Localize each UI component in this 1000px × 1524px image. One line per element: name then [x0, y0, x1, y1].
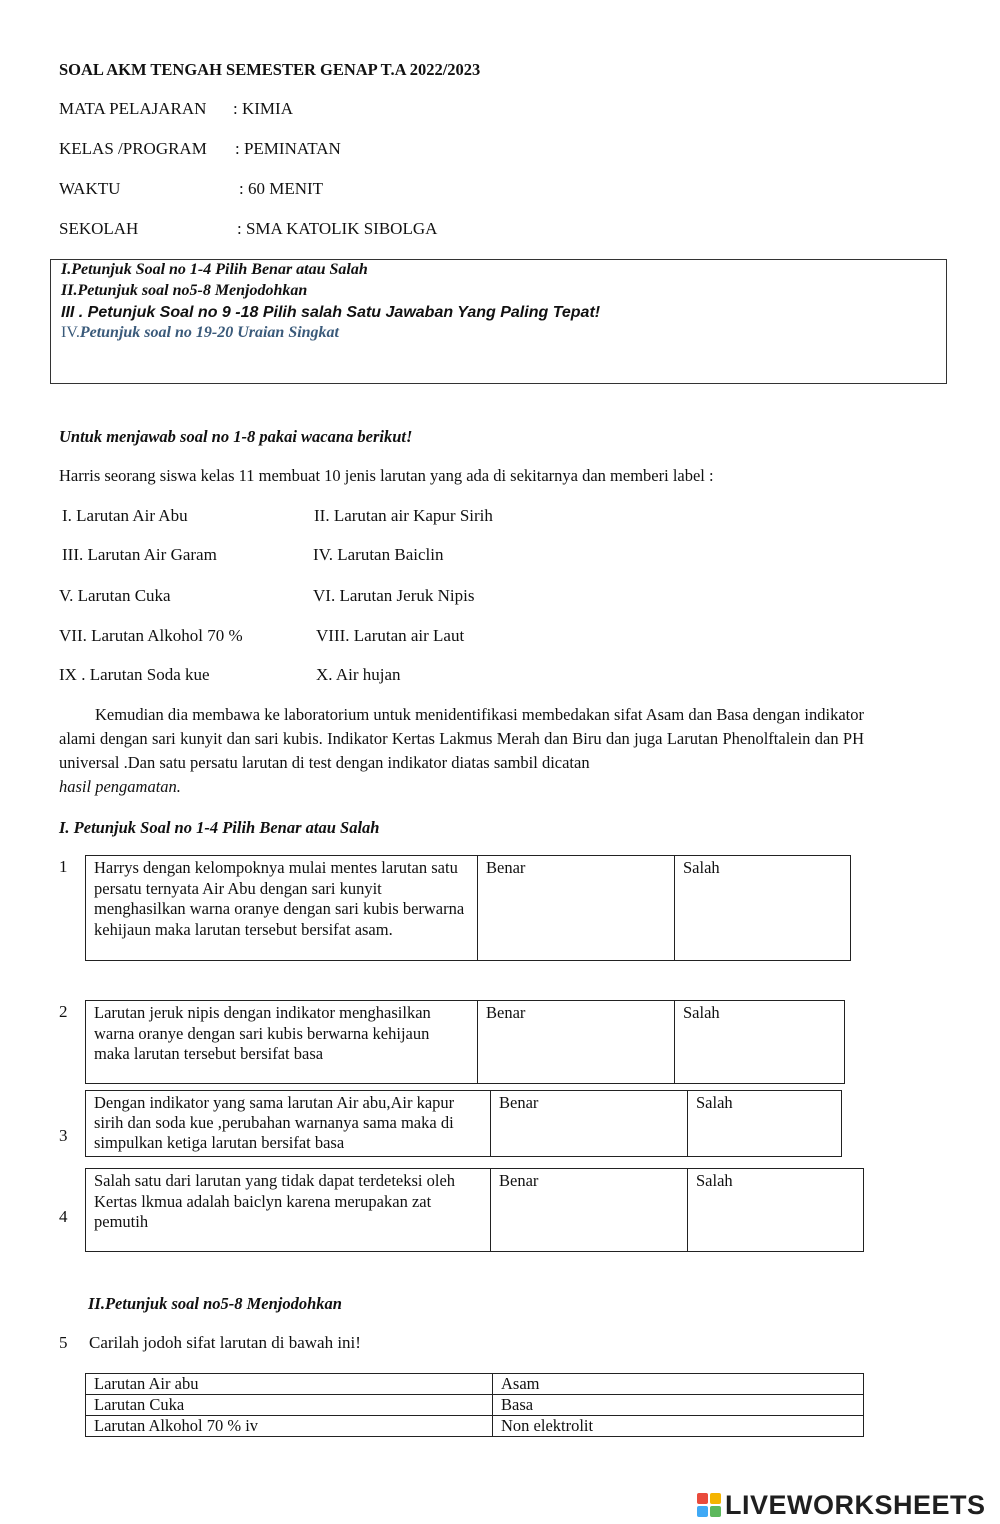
option-salah[interactable]: Salah	[688, 1091, 842, 1157]
header-value-subject: : KIMIA	[233, 99, 293, 118]
label-item: IX . Larutan Soda kue	[59, 665, 210, 684]
question-table-3	[85, 1090, 842, 1157]
label-item: III. Larutan Air Garam	[62, 545, 217, 564]
matching-table	[85, 1373, 864, 1437]
exam-title: SOAL AKM TENGAH SEMESTER GENAP T.A 2022/2023	[59, 60, 481, 79]
matching-left[interactable]: Larutan Cuka	[86, 1395, 493, 1416]
liveworksheets-logo-icon	[697, 1493, 721, 1517]
question-text: Harrys dengan kelompoknya mulai mentes larutan satu persatu ternyata Air Abu dengan sari kunyit menghasilkan warna oranye dengan sari kubis berwarna kehijaun maka larutan tersebut bersifat asam.	[86, 856, 478, 961]
header-value-school: : SMA KATOLIK SIBOLGA	[237, 219, 438, 238]
question-text: Salah satu dari larutan yang tidak dapat terdeteksi oleh Kertas lkmua adalah baiclyn karena merupakan zat pemutih	[86, 1169, 491, 1252]
matching-right[interactable]: Non elektrolit	[493, 1416, 864, 1437]
label-item: II. Larutan air Kapur Sirih	[314, 506, 493, 525]
label-item: VII. Larutan Alkohol 70 %	[59, 626, 243, 645]
passage-paragraph-italic: hasil pengamatan.	[59, 777, 181, 796]
option-benar[interactable]: Benar	[491, 1091, 688, 1157]
instructions-box	[50, 259, 947, 384]
question-5-text: Carilah jodoh sifat larutan di bawah ini!	[89, 1333, 361, 1352]
matching-right[interactable]: Basa	[493, 1395, 864, 1416]
instruction-4	[61, 324, 339, 342]
instruction-4-prefix: IV.	[61, 324, 80, 341]
question-number: 2	[59, 1002, 68, 1021]
label-item: I. Larutan Air Abu	[62, 506, 188, 525]
label-item: IV. Larutan Baiclin	[313, 545, 444, 564]
passage-paragraph	[59, 703, 864, 799]
question-table-4	[85, 1168, 864, 1252]
passage-intro: Harris seorang siswa kelas 11 membuat 10 jenis larutan yang ada di sekitarnya dan memberi label :	[59, 466, 714, 485]
label-item: V. Larutan Cuka	[59, 586, 171, 605]
matching-right[interactable]: Asam	[493, 1374, 864, 1395]
question-number: 4	[59, 1207, 68, 1226]
label-item: VI. Larutan Jeruk Nipis	[313, 586, 475, 605]
header-label-time: WAKTU	[59, 179, 121, 198]
question-number: 1	[59, 857, 68, 876]
option-benar[interactable]: Benar	[478, 856, 675, 961]
instruction-4-text: Petunjuk soal no 19-20 Uraian Singkat	[79, 324, 339, 341]
label-item: VIII. Larutan air Laut	[316, 626, 465, 645]
question-table-2	[85, 1000, 845, 1084]
option-benar[interactable]: Benar	[478, 1001, 675, 1084]
option-salah[interactable]: Salah	[675, 1001, 845, 1084]
matching-row	[86, 1395, 864, 1416]
section1-heading: I. Petunjuk Soal no 1-4 Pilih Benar atau Salah	[59, 818, 380, 837]
header-label-class: KELAS /PROGRAM	[59, 139, 207, 158]
header-label-school: SEKOLAH	[59, 219, 139, 238]
section2-heading: II.Petunjuk soal no5-8 Menjodohkan	[88, 1294, 342, 1313]
question-text: Larutan jeruk nipis dengan indikator menghasilkan warna oranye dengan sari kubis berwarna kehijaun maka larutan tersebut bersifat basa	[86, 1001, 478, 1084]
matching-left[interactable]: Larutan Air abu	[86, 1374, 493, 1395]
option-salah[interactable]: Salah	[688, 1169, 864, 1252]
instruction-3: III . Petunjuk Soal no 9 -18 Pilih salah Satu Jawaban Yang Paling Tepat!	[61, 304, 601, 321]
header-label-subject: MATA PELAJARAN	[59, 99, 207, 118]
question-number: 5	[59, 1333, 68, 1352]
header-value-time: : 60 MENIT	[239, 179, 324, 198]
question-table-1	[85, 855, 851, 961]
option-salah[interactable]: Salah	[675, 856, 851, 961]
label-item: X. Air hujan	[316, 665, 401, 684]
header-value-class: : PEMINATAN	[235, 139, 341, 158]
passage-paragraph-text: Kemudian dia membawa ke laboratorium untuk menidentifikasi membedakan sifat Asam dan Basa dengan indikator alami dengan sari kunyit dan sari kubis. Indikator Kertas Lakmus Merah dan Biru dan juga Larutan Phenolftalein dan PH universal .Dan satu persatu larutan di test dengan indikator diatas sambil dicatan	[59, 705, 864, 772]
option-benar[interactable]: Benar	[491, 1169, 688, 1252]
passage-heading: Untuk menjawab soal no 1-8 pakai wacana berikut!	[59, 427, 413, 446]
instruction-2: II.Petunjuk soal no5-8 Menjodohkan	[61, 282, 308, 299]
question-text: Dengan indikator yang sama larutan Air abu,Air kapur sirih dan soda kue ,perubahan warnanya sama maka di simpulkan ketiga larutan bersifat basa	[86, 1091, 491, 1157]
matching-row	[86, 1416, 864, 1437]
instruction-1: I.Petunjuk Soal no 1-4 Pilih Benar atau Salah	[61, 261, 368, 278]
liveworksheets-logo-text: LIVEWORKSHEETS	[725, 1489, 986, 1520]
matching-row	[86, 1374, 864, 1395]
liveworksheets-logo	[697, 1487, 986, 1523]
question-number: 3	[59, 1126, 68, 1145]
matching-left[interactable]: Larutan Alkohol 70 % iv	[86, 1416, 493, 1437]
